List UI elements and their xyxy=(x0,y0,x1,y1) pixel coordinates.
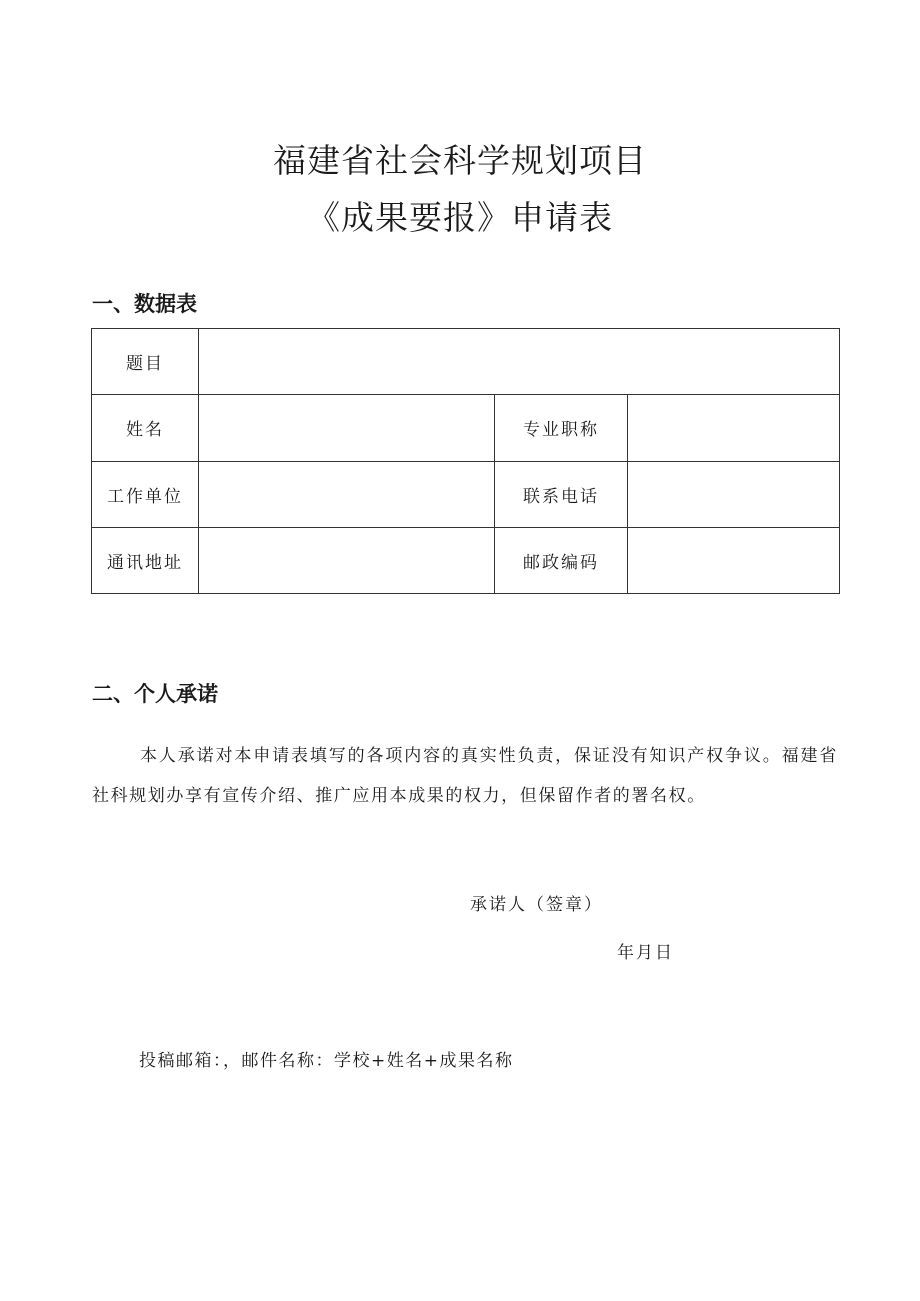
label-address: 通讯地址 xyxy=(92,527,199,593)
field-address[interactable] xyxy=(199,527,495,593)
label-phone: 联系电话 xyxy=(495,461,628,527)
table-row-address xyxy=(92,527,840,593)
promise-paragraph: 本人承诺对本申请表填写的各项内容的真实性负责，保证没有知识产权争议。福建省社科规划办享有宣传介绍、推广应用本成果的权力，但保留作者的署名权。 xyxy=(92,746,838,806)
form-title-line2: 《成果要报》申请表 xyxy=(307,198,613,237)
signer-label: 承诺人（签章） xyxy=(470,895,603,915)
data-table xyxy=(91,328,840,594)
form-title-line1: 福建省社会科学规划项目 xyxy=(273,141,647,180)
label-workplace: 工作单位 xyxy=(92,461,199,527)
table-row-title xyxy=(92,329,840,395)
label-postcode: 邮政编码 xyxy=(495,527,628,593)
table-row-workplace xyxy=(92,461,840,527)
field-professional-title[interactable] xyxy=(628,395,840,461)
field-phone[interactable] xyxy=(628,461,840,527)
date-label: 年月日 xyxy=(617,943,674,963)
field-name[interactable] xyxy=(199,395,495,461)
section-heading-data-table: 一、数据表 xyxy=(92,292,197,316)
label-professional-title: 专业职称 xyxy=(495,395,628,461)
field-postcode[interactable] xyxy=(628,527,840,593)
label-name: 姓名 xyxy=(92,395,199,461)
section-heading-personal-promise: 二、个人承诺 xyxy=(92,682,218,706)
label-title: 题目 xyxy=(92,329,199,395)
field-title[interactable] xyxy=(199,329,840,395)
field-workplace[interactable] xyxy=(199,461,495,527)
table-row-name xyxy=(92,395,840,461)
submission-note: 投稿邮箱：，邮件名称：学校+姓名+成果名称 xyxy=(139,1051,514,1071)
